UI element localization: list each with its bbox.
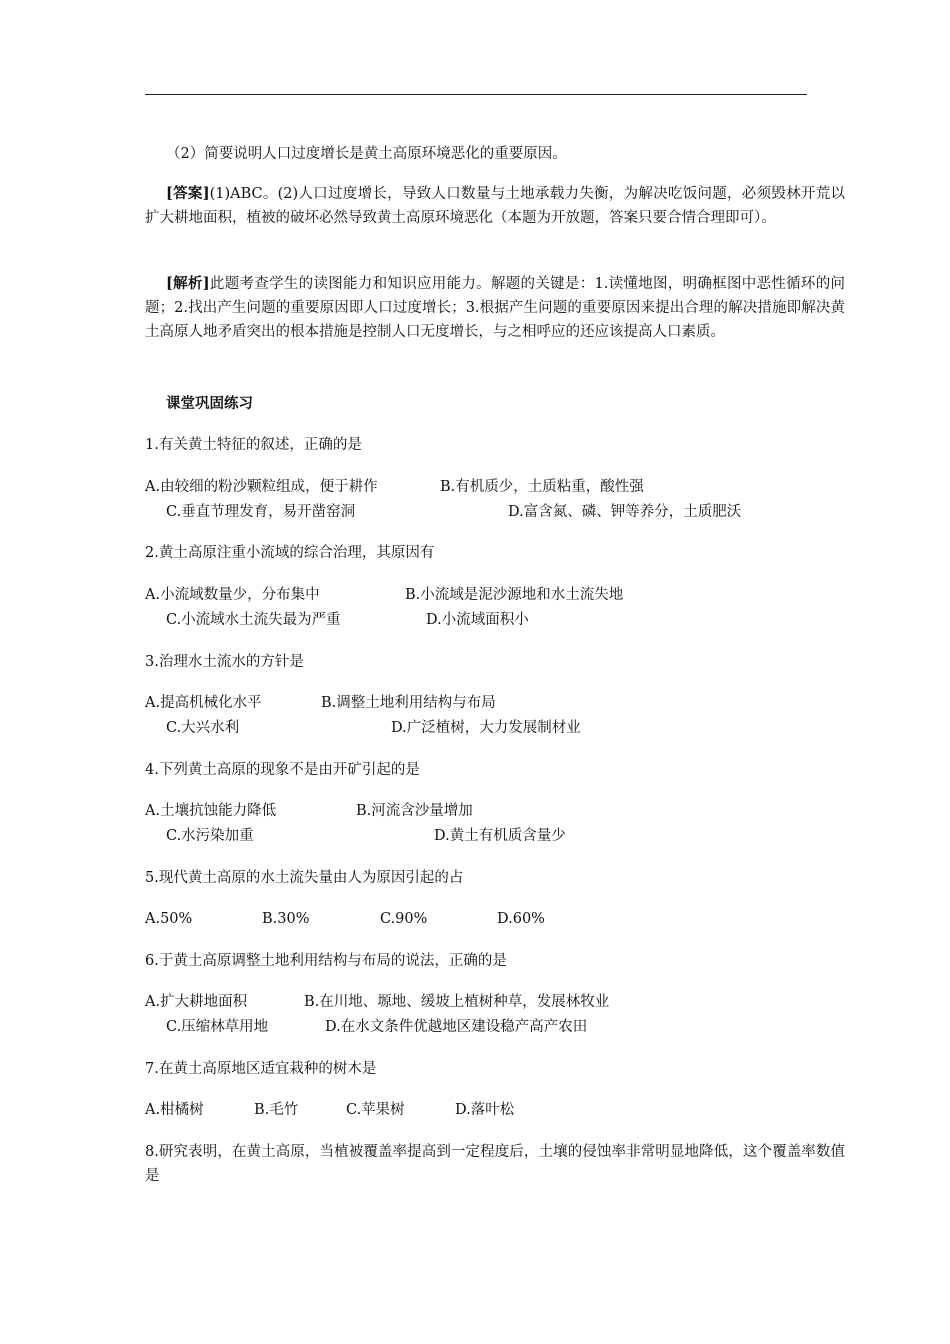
q6-option-a: A.扩大耕地面积 [145, 994, 248, 1010]
q1-option-c: C.垂直节理发育，易开凿窑洞 [166, 504, 356, 520]
q1-option-b: B.有机质少，土质粘重，酸性强 [440, 479, 644, 495]
q4-option-b: B.河流含沙量增加 [356, 803, 473, 819]
question-stem-8: 8.研究表明，在黄土高原，当植被覆盖率提高到一定程度后，土壤的侵蚀率非常明显地降低，这个覆盖率数值是 [145, 1144, 845, 1184]
analysis-tag: [解析] [166, 275, 210, 292]
q6-option-d: D.在水文条件优越地区建设稳产高产农田 [325, 1019, 588, 1035]
q6-option-c: C.压缩林草用地 [166, 1019, 269, 1035]
q2-option-d: D.小流域面积小 [426, 612, 529, 628]
q7-option-d: D.落叶松 [455, 1102, 515, 1118]
q5-option-a: A.50% [145, 911, 193, 927]
q1-option-d: D.富含氮、磷、钾等养分，土质肥沃 [508, 504, 742, 520]
q4-option-c: C.水污染加重 [166, 828, 254, 844]
question-stem-5: 5.现代黄土高原的水土流失量由人为原因引起的占 [145, 870, 464, 886]
q1-option-a: A.由较细的粉沙颗粒组成，便于耕作 [145, 479, 378, 495]
q3-option-a: A.提高机械化水平 [145, 695, 262, 711]
question-stem-1: 1.有关黄土特征的叙述，正确的是 [145, 437, 362, 453]
question-stem-6: 6.于黄土高原调整土地利用结构与布局的说法，正确的是 [145, 953, 507, 969]
question-stem-3: 3.治理水土流水的方针是 [145, 654, 304, 670]
analysis-paragraph [145, 272, 845, 344]
q2-option-c: C.小流域水土流失最为严重 [166, 612, 341, 628]
q4-option-d: D.黄土有机质含量少 [434, 828, 566, 844]
q5-option-d: D.60% [497, 911, 545, 927]
q2-option-b: B.小流域是泥沙源地和水土流失地 [405, 587, 624, 603]
question-stem-7: 7.在黄土高原地区适宜栽种的树木是 [145, 1061, 377, 1077]
answer-tag: [答案] [166, 185, 210, 202]
q7-option-a: A.柑橘树 [145, 1102, 204, 1118]
header-rule [145, 94, 807, 95]
q5-option-c: C.90% [380, 911, 428, 927]
q6-option-b: B.在川地、塬地、缓坡上植树种草，发展林牧业 [304, 994, 610, 1010]
q5-option-b: B.30% [262, 911, 310, 927]
answer-text: (1)ABC。(2)人口过度增长，导致人口数量与土地承载力失衡，为解决吃饭问题，必须毁林开荒以扩大耕地面积，植被的破坏必然导致黄土高原环境恶化（本题为开放题，答案只要合情合理即可）。 [145, 186, 845, 226]
q4-option-a: A.土壤抗蚀能力降低 [145, 803, 277, 819]
q2-option-a: A.小流域数量少，分布集中 [145, 587, 320, 603]
q3-option-c: C.大兴水利 [166, 720, 240, 736]
answer-paragraph [145, 182, 845, 230]
section-title: 课堂巩固练习 [166, 395, 253, 412]
analysis-text: 此题考查学生的读图能力和知识应用能力。解题的关键是：1.读懂地图，明确框图中恶性循环的问题；2.找出产生问题的重要原因即人口过度增长；3.根据产生问题的重要原因来提出合理的解决措施即解决黄土高原人地矛盾突出的根本措施是控制人口无度增长，与之相呼应的还应该提高人口素质。 [145, 276, 845, 340]
question-stem-4: 4.下列黄土高原的现象不是由开矿引起的是 [145, 762, 420, 778]
q7-option-b: B.毛竹 [254, 1102, 299, 1118]
q3-option-d: D.广泛植树，大力发展制材业 [391, 720, 581, 736]
q7-option-c: C.苹果树 [346, 1102, 405, 1118]
question-stem-2: 2.黄土高原注重小流域的综合治理，其原因有 [145, 545, 435, 561]
sub-question: （2）简要说明人口过度增长是黄土高原环境恶化的重要原因。 [166, 146, 567, 162]
q3-option-b: B.调整土地利用结构与布局 [321, 695, 496, 711]
